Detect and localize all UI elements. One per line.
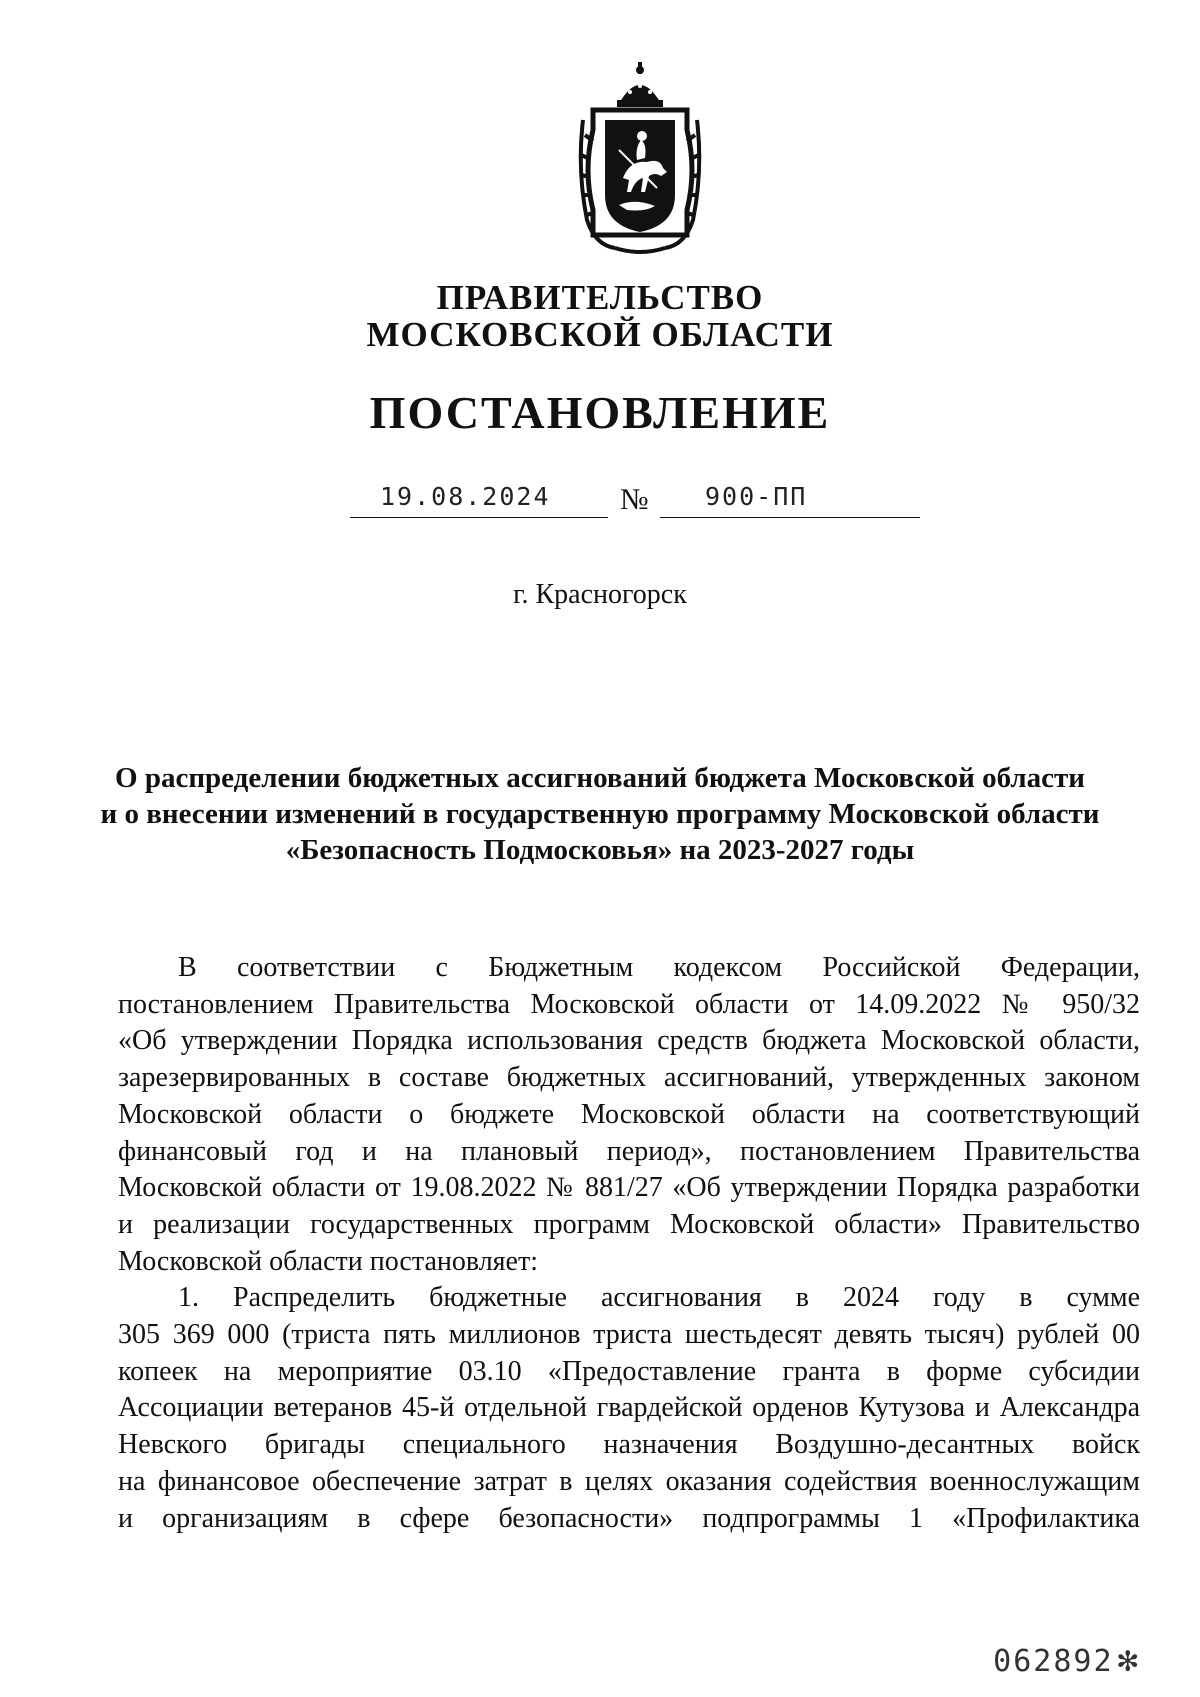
city-of-issue: г. Красногорск (513, 579, 687, 610)
asterisk-icon: ✻ (1117, 1640, 1140, 1680)
body-line: Московской области от 19.08.2022 № 881/27 «Об утверждении Порядка разработки (118, 1172, 1140, 1204)
body-line: 1. Распределить бюджетные ассигнования в 2024 году в сумме (178, 1282, 1140, 1314)
number-sign: № (620, 483, 649, 516)
body-line: Московской области постановляет: (118, 1245, 538, 1277)
body-line: В соответствии с Бюджетным кодексом Российской Федерации, (178, 952, 1140, 983)
document-subject (100, 760, 1100, 868)
body-line: 305 369 000 (триста пять миллионов триста шестьдесят девять тысяч) рублей 00 (118, 1319, 1140, 1351)
document-type-title: ПОСТАНОВЛЕНИЕ (369, 387, 831, 438)
body-line: «Об утверждении Порядка использования средств бюджета Московской области, (118, 1025, 1140, 1057)
document-body (118, 950, 1140, 1537)
date-field (350, 477, 608, 518)
body-line: на финансовое обеспечение затрат в целях оказания содействия военнослужащим (118, 1465, 1140, 1497)
subject-line: и о внесении изменений в государственную программу Московской области (100, 798, 1100, 830)
body-line: Московской области о бюджете Московской области на соответствующий (118, 1098, 1140, 1130)
body-line: копеек на мероприятие 03.10 «Предоставление гранта в форме субсидии (118, 1355, 1140, 1387)
stamp-number: 062892 (993, 1644, 1114, 1679)
document-number: 900-ПП (705, 482, 808, 511)
body-line: и организациям в сфере безопасности» подпрограммы 1 «Профилактика (118, 1502, 1140, 1534)
registration-stamp (993, 1640, 1140, 1680)
body-line: и реализации государственных программ Московской области» Правительство (118, 1208, 1140, 1240)
document-date: 19.08.2024 (380, 482, 551, 511)
body-line: Невского бригады специального назначения Воздушно-десантных войск (118, 1429, 1140, 1461)
body-line: зарезервированных в составе бюджетных ассигнований, утвержденных законом (118, 1062, 1140, 1094)
org-name-line-1: ПРАВИТЕЛЬСТВО (436, 278, 764, 317)
body-line: постановлением Правительства Московской области от 14.09.2022 № 950/32 (118, 988, 1140, 1020)
number-field (660, 477, 920, 518)
subject-line: О распределении бюджетных ассигнований бюджета Московской области (115, 762, 1085, 794)
body-line: финансовый год и на плановый период», постановлением Правительства (118, 1135, 1140, 1167)
subject-line: «Безопасность Подмосковья» на 2023-2027 годы (285, 834, 915, 866)
org-name-line-2: МОСКОВСКОЙ ОБЛАСТИ (366, 315, 834, 354)
body-line: Ассоциации ветеранов 45-й отдельной гвардейской орденов Кутузова и Александра (118, 1392, 1140, 1424)
coat-of-arms-emblem (575, 60, 705, 255)
